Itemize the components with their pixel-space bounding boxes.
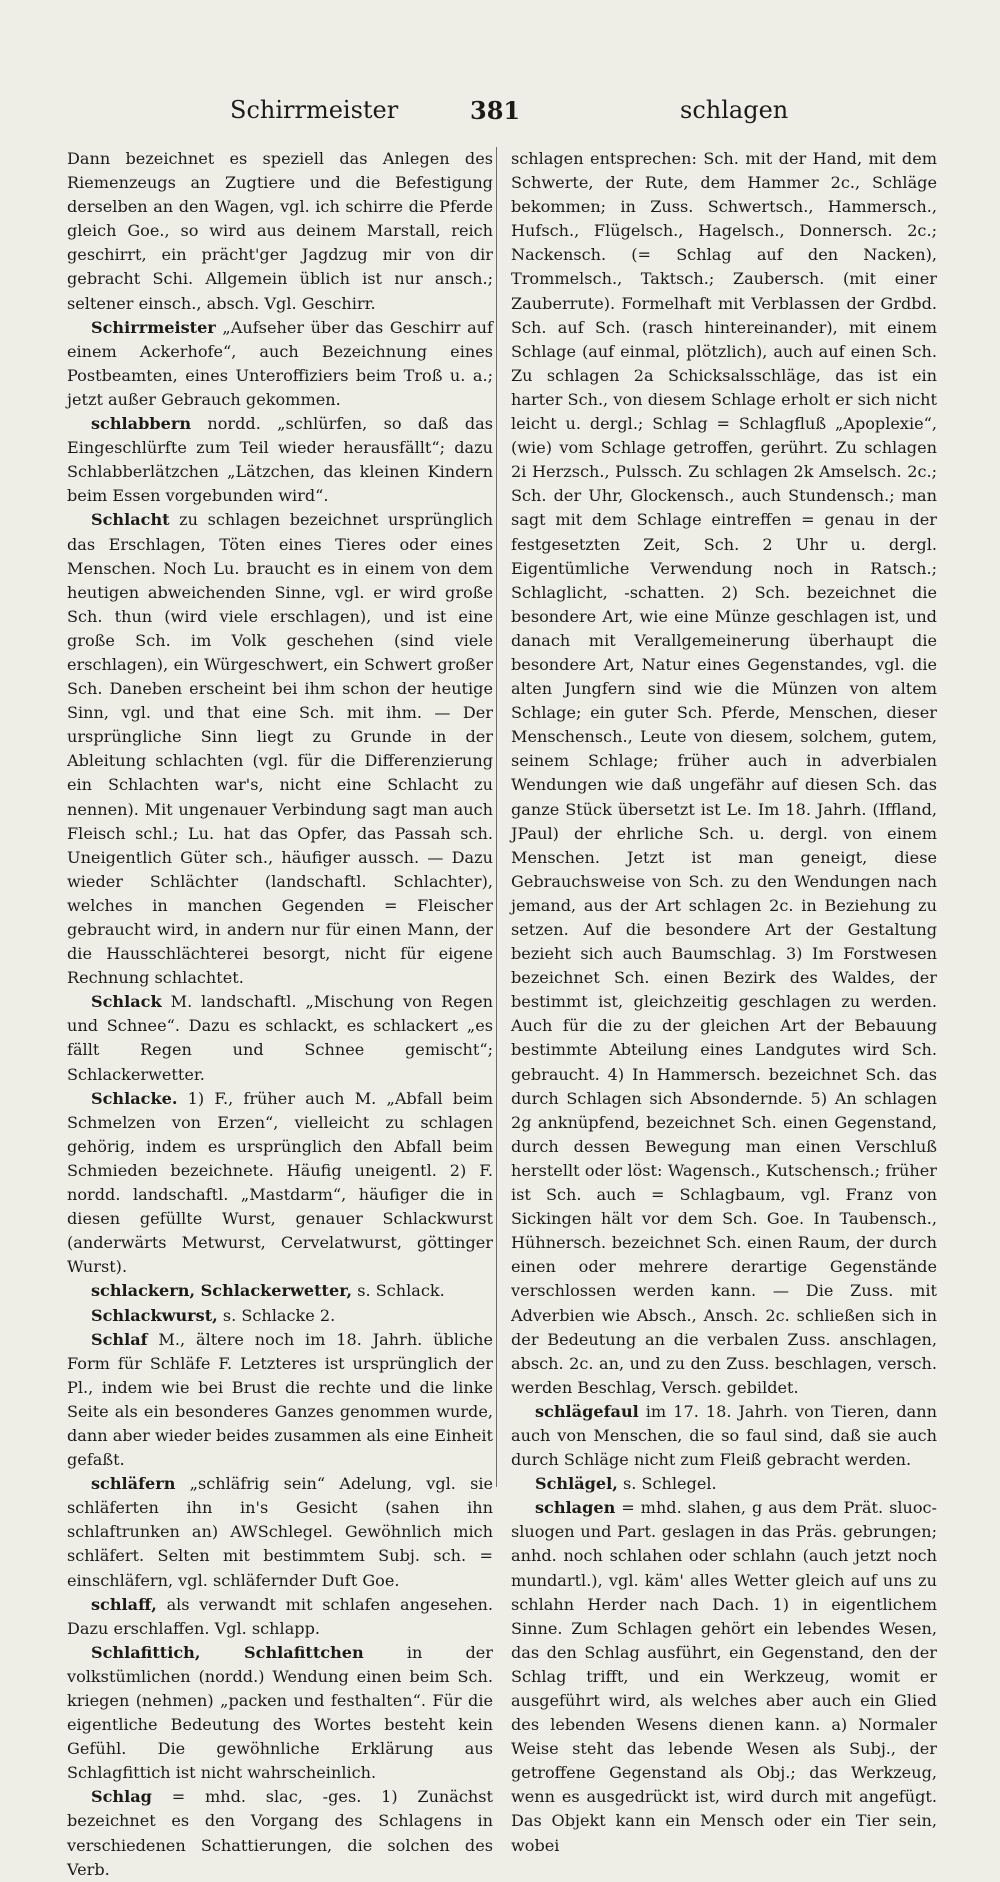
dictionary-entry	[67, 508, 493, 990]
entry-text: in der volkstümlichen (nordd.) Wendung einen beim Sch. kriegen (nehmen) „packen und festhalten“. Für die eigentliche Bedeutung des Wortes besteht kein Gefühl. Die gewöhnliche Erklärung aus Schlagfittich ist nicht wahrscheinlich.	[67, 1642, 493, 1783]
entry-text: „Aufseher über das Geschirr auf einem Ackerhofe“, auch Bezeichnung eines Postbeamten, eines Unteroffiziers beim Troß u. a.; jetzt außer Gebrauch gekommen.	[67, 317, 493, 409]
entry-headword: schlaff,	[91, 1594, 157, 1614]
entry-text: s. Schlegel.	[617, 1474, 717, 1494]
entry-text: s. Schlack.	[352, 1281, 445, 1301]
header-left-keyword: Schirrmeister	[230, 96, 399, 124]
entry-headword: Schlaf	[91, 1329, 148, 1349]
dictionary-entry	[511, 1496, 937, 1857]
entry-text: als verwandt mit schlafen angesehen. Dazu erschlaffen. Vgl. schlapp.	[67, 1594, 493, 1638]
dictionary-entry	[511, 1472, 937, 1496]
entry-text: „schläfrig sein“ Adelung, vgl. sie schläferten ihn in's Gesicht (sahen ihn schlaftrunken an) AWSchlegel. Gewöhnlich mich schläfert. Selten mit bestimmtem Subj. sch. = einschläfern, vgl. schläfernder Duft Goe.	[67, 1474, 493, 1590]
dictionary-entry	[67, 316, 493, 412]
entry-text: nordd. „schlürfen, so daß das Eingeschlürfte zum Teil wieder herausfällt“; dazu Schlabberlätzchen „Lätzchen, das kleinen Kindern beim Essen vorgebunden wird“.	[67, 414, 493, 506]
entry-text: 1) F., früher auch M. „Abfall beim Schmelzen von Erzen“, vielleicht zu schlagen gehörig, indem es ursprünglich den Abfall beim Schmieden bezeichnete. Häufig uneigentl. 2) F. nordd. landschaftl. „Mastdarm“, häufiger die in diesen gefüllte Wurst, genauer Schlackwurst (anderwärts Metwurst, Cervelatwurst, göttinger Wurst).	[67, 1088, 493, 1277]
entry-text: im 17. 18. Jahrh. von Tieren, dann auch von Menschen, die so faul sind, daß sie auch durch Schläge nicht zum Fleiß gebracht werden.	[511, 1401, 937, 1470]
entry-headword: Schlägel,	[535, 1474, 618, 1494]
dictionary-entry	[67, 1328, 493, 1473]
entry-headword: Schlack	[91, 992, 162, 1012]
entry-headword: schlägefaul	[535, 1401, 639, 1421]
entry-headword: Schlackwurst,	[91, 1305, 218, 1325]
entry-text: = mhd. slac, -ges. 1) Zunächst bezeichnet es den Vorgang des Schlagens in verschiedenen Schattierungen, die solchen des Verb.	[67, 1787, 493, 1879]
entry-text: = mhd. slahen, g aus dem Prät. sluoc-sluogen und Part. geslagen in das Präs. gebrungen; anhd. noch schlahen oder schlahn (auch jetzt noch mundartl.), vgl. käm' alles Wetter gleich auf uns zu schlahn Herder nach Dach. 1) in eigentlichem Sinne. Zum Schlagen gehört ein lebendes Wesen, das den Schlag ausführt, ein Gegenstand, den der Schlag trifft, und ein Werkzeug, womit er ausgeführt wird, als welches aber auch ein Glied des lebenden Wesens dienen kann. a) Normaler Weise steht das lebende Wesen als Subj., der getroffene Gegenstand als Obj.; das Werkzeug, wenn es ausgedrückt ist, wird durch mit angefügt. Das Objekt kann ein Mensch oder ein Tier sein, wobei	[511, 1498, 937, 1855]
entry-headword: schläfern	[91, 1474, 176, 1494]
dictionary-entry	[67, 1279, 493, 1303]
entry-text: s. Schlacke 2.	[217, 1305, 336, 1325]
entry-headword: Schlafittich, Schlafittchen	[91, 1642, 364, 1662]
dictionary-entry	[67, 1593, 493, 1641]
entry-headword: schlagen	[535, 1498, 616, 1518]
dictionary-entry	[67, 1304, 493, 1328]
dictionary-entry	[67, 147, 493, 316]
right-column	[511, 147, 937, 1858]
entry-headword: Schlag	[91, 1787, 152, 1807]
dictionary-entry	[67, 1472, 493, 1592]
entry-headword: Schlacke.	[91, 1088, 178, 1108]
entry-text: M. landschaftl. „Mischung von Regen und Schnee“. Dazu es schlackt, es schlackert „es fällt Regen und Schnee gemischt“; Schlackerwetter.	[67, 992, 493, 1084]
column-divider	[496, 147, 497, 1487]
dictionary-entry	[67, 412, 493, 508]
dictionary-entry	[67, 1087, 493, 1280]
page-number: 381	[470, 96, 521, 125]
entry-headword: Schirrmeister	[91, 317, 216, 337]
header-right-keyword: schlagen	[680, 96, 789, 124]
entry-text: zu schlagen bezeichnet ursprünglich das Erschlagen, Töten eines Tieres oder eines Menschen. Noch Lu. braucht es in einem von dem heutigen abweichenden Sinne, vgl. er wird große Sch. thun (wird viele erschlagen), und ist eine große Sch. im Volk geschehen (sind viele erschlagen), ein Würgeschwert, ein Schwert großer Sch. Daneben erscheint bei ihm schon der heutige Sinn, vgl. und that eine Sch. mit ihm. — Der ursprüngliche Sinn liegt zu Grunde in der Ableitung schlachten (vgl. für die Differenzierung ein Schlachten war's, nicht eine Schlacht zu nennen). Mit ungenauer Verbindung sagt man auch Fleisch schl.; Lu. hat das Opfer, das Passah sch. Uneigentlich Güter sch., häufiger aussch. — Dazu wieder Schlächter (landschaftl. Schlachter), welches in manchen Gegenden = Fleischer gebraucht wird, in andern nur für einen Mann, der die Hausschlächterei besorgt, nicht für eigene Rechnung schlachtet.	[67, 510, 493, 988]
dictionary-entry	[511, 1400, 937, 1472]
entry-headword: schlabbern	[91, 414, 192, 434]
entry-headword: schlackern, Schlackerwetter,	[91, 1281, 353, 1301]
dictionary-entry	[67, 1641, 493, 1786]
entry-text: M., ältere noch im 18. Jahrh. übliche Form für Schläfe F. Letzteres ist ursprünglich der Pl., indem wie bei Brust die rechte und die linke Seite als ein besonderes Ganzes genommen wurde, dann aber wieder beides zusammen als eine Einheit gefaßt.	[67, 1329, 494, 1470]
entry-text: Dann bezeichnet es speziell das Anlegen des Riemenzeugs an Zugtiere und die Befestigung derselben an den Wagen, vgl. ich schirre die Pferde gleich Goe., so wird aus deinem Marstall, reich geschirrt, ein prächt'ger Jagdzug mir von dir gebracht Schi. Allgemein üblich ist nur ansch.; seltener einsch., absch. Vgl. Geschirr.	[67, 149, 493, 313]
dictionary-entry	[67, 990, 493, 1086]
running-header	[0, 96, 1000, 136]
entry-headword: Schlacht	[91, 510, 170, 530]
left-column	[67, 147, 493, 1882]
entry-text: schlagen entsprechen: Sch. mit der Hand, mit dem Schwerte, der Rute, dem Hammer 2c., Schläge bekommen; in Zuss. Schwertsch., Hammersch., Hufsch., Flügelsch., Hagelsch., Donnersch. 2c.; Nackensch. (= Schlag auf den Nacken), Trommelsch., Taktsch.; Zaubersch. (mit einer Zauberrute). Formelhaft mit Verblassen der Grdbd. Sch. auf Sch. (rasch hintereinander), mit einem Schlage (auf einmal, plötzlich), auch auf einen Sch. Zu schlagen 2a Schicksalsschläge, das ist ein harter Sch., von diesem Schlage erholt er sich nicht leicht u. dergl.; Schlag = Schlagfluß „Apoplexie“, (wie) vom Schlage getroffen, gerührt. Zu schlagen 2i Herzsch., Pulssch. Zu schlagen 2k Amselsch. 2c.; Sch. der Uhr, Glockensch., auch Stundensch.; man sagt mit dem Schlage eintreffen = genau in der festgesetzten Zeit, Sch. 2 Uhr u. dergl. Eigentümliche Verwendung noch in Ratsch.; Schlaglicht, -schatten. 2) Sch. bezeichnet die besondere Art, wie eine Münze geschlagen ist, und danach mit Verallgemeinerung überhaupt die besondere Art, Natur eines Gegenstandes, vgl. die alten Jungfern sind wie die Münzen von altem Schlage; ein guter Sch. Pferde, Menschen, dieser Menschensch., Leute von diesem, solchem, gutem, seinem Schlage; früher auch in adverbialen Wendungen wie daß ungefähr auf diesen Sch. das ganze Stück übersetzt ist Le. Im 18. Jahrh. (Iffland, JPaul) der ehrliche Sch. u. dergl. von einem Menschen. Jetzt ist man geneigt, diese Gebrauchsweise von Sch. zu den Wendungen nach jemand, aus der Art schlagen 2c. in Beziehung zu setzen. Auf die besondere Art der Gestaltung bezieht sich auch Baumschlag. 3) Im Forstwesen bezeichnet Sch. einen Bezirk des Waldes, der bestimmt ist, gleichzeitig geschlagen zu werden. Auch für die zu der gleichen Art der Bebauung bestimmte Abteilung eines Landgutes wird Sch. gebraucht. 4) In Hammersch. bezeichnet Sch. das durch Schlagen sich Absondernde. 5) An schlagen 2g anknüpfend, bezeichnet Sch. einen Gegenstand, durch dessen Bewegung man einen Verschluß herstellt oder löst: Wagensch., Kutschensch.; früher ist Sch. auch = Schlagbaum, vgl. Franz von Sickingen hält vor dem Sch. Goe. In Taubensch., Hühnersch. bezeichnet Sch. einen Raum, der durch einen oder mehrere derartige Gegenstände verschlossen werden kann. — Die Zuss. mit Adverbien wie Absch., Ansch. 2c. schließen sich in der Bedeutung an die verbalen Zuss. anschlagen, absch. 2c. an, und zu den Zuss. beschlagen, versch. werden Beschlag, Versch. gebildet.	[511, 149, 937, 1397]
dictionary-entry	[511, 147, 937, 1400]
dictionary-entry	[67, 1785, 493, 1881]
